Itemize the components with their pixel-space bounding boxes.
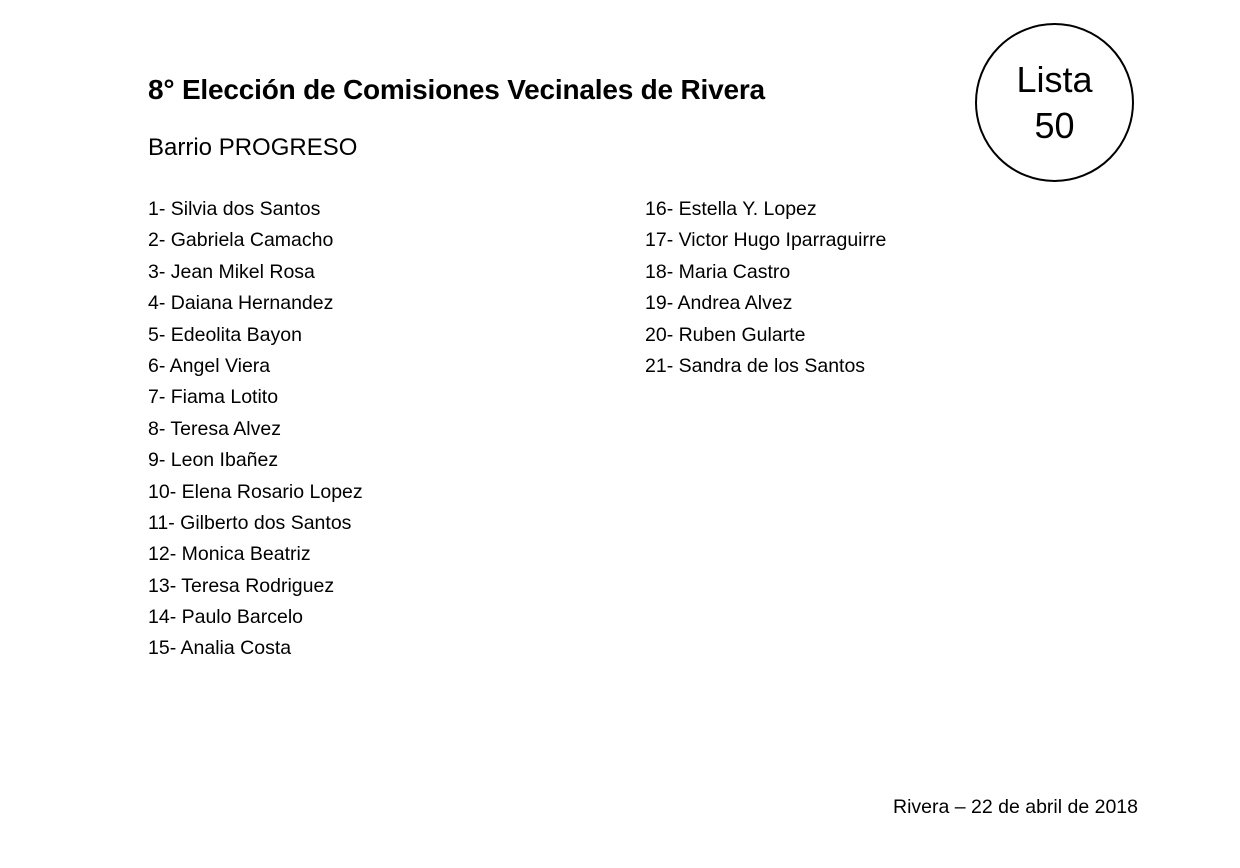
list-item: 21- Sandra de los Santos bbox=[645, 354, 866, 377]
list-item: 4- Daiana Hernandez bbox=[148, 292, 334, 315]
footer-date: Rivera – 22 de abril de 2018 bbox=[893, 796, 1138, 818]
candidate-list-right bbox=[645, 194, 886, 382]
list-item: 14- Paulo Barcelo bbox=[148, 606, 304, 629]
page-title: 8° Elección de Comisiones Vecinales de Rivera bbox=[148, 74, 765, 105]
candidate-list-left bbox=[148, 194, 363, 665]
list-item: 6- Angel Viera bbox=[148, 354, 271, 377]
list-item: 1- Silvia dos Santos bbox=[148, 198, 321, 220]
list-number-badge bbox=[975, 23, 1134, 182]
list-item: 18- Maria Castro bbox=[645, 260, 791, 283]
list-item: 13- Teresa Rodriguez bbox=[148, 574, 335, 597]
list-item: 19- Andrea Alvez bbox=[645, 292, 793, 315]
page-subtitle: Barrio PROGRESO bbox=[148, 134, 358, 161]
list-item: 11- Gilberto dos Santos bbox=[148, 511, 352, 534]
list-item: 17- Victor Hugo Iparraguirre bbox=[645, 229, 887, 252]
list-item: 7- Fiama Lotito bbox=[148, 386, 279, 409]
list-item: 20- Ruben Gularte bbox=[645, 323, 806, 346]
badge-number: 50 bbox=[1034, 104, 1075, 146]
badge-label: Lista bbox=[1016, 58, 1093, 100]
list-item: 12- Monica Beatriz bbox=[148, 543, 311, 566]
list-item: 10- Elena Rosario Lopez bbox=[148, 480, 363, 503]
list-item: 5- Edeolita Bayon bbox=[148, 323, 302, 346]
list-item: 16- Estella Y. Lopez bbox=[645, 198, 817, 220]
list-item: 9- Leon Ibañez bbox=[148, 449, 279, 472]
list-item: 15- Analia Costa bbox=[148, 637, 292, 660]
list-item: 8- Teresa Alvez bbox=[148, 417, 281, 440]
list-item: 2- Gabriela Camacho bbox=[148, 229, 334, 252]
list-item: 3- Jean Mikel Rosa bbox=[148, 260, 315, 283]
